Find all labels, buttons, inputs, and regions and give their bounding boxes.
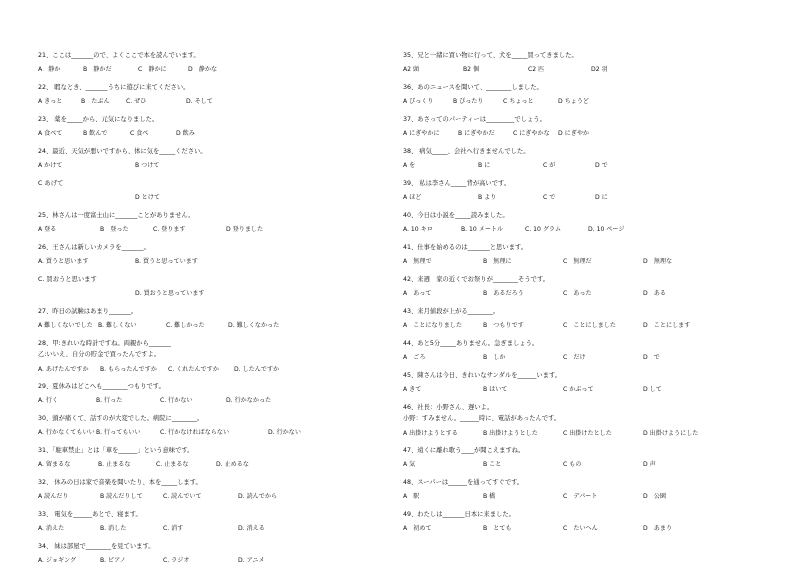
question-item (38, 338, 383, 381)
question-stem: 47、遠くに離れ歌う____が聞こえますね。 (403, 447, 525, 454)
answer-option: D. 10 ページ (588, 226, 625, 233)
question-stem: 45、陳さんは今日、きれいなサンダルを______います。 (403, 372, 562, 379)
answer-option: B あるだろう (483, 290, 524, 297)
answer-option: D で (595, 162, 608, 169)
right-column (403, 50, 748, 541)
answer-option: A. 行かなくてもいい (38, 429, 95, 436)
answer-option: D. 買おうと思っています (135, 290, 205, 297)
answer-option: A あって (403, 290, 432, 297)
left-column (38, 50, 383, 573)
options-row (38, 192, 383, 203)
answer-option: B 読んだりして (100, 493, 143, 500)
answer-option: D 登りました (226, 226, 264, 233)
answer-option: D あまり (643, 525, 673, 532)
answer-option: B に (478, 162, 491, 169)
answer-option: D. 読んでから (238, 493, 278, 500)
answer-option: A にぎやかに (403, 130, 440, 137)
answer-option: B つけて (135, 162, 160, 169)
question-stem: 49、わたしは_______日本に来ました。 (403, 511, 515, 518)
question-stem: 25、林さんは一度富士山に_______ことがありません。 (38, 212, 195, 219)
question-stem: 43、来月値段が上がる________。 (403, 308, 500, 315)
question-stem: C. 買おうと思います (38, 276, 97, 283)
answer-option: A 駅 (403, 493, 420, 500)
answer-option: B. もらったんですか (100, 366, 157, 373)
options-row (403, 256, 748, 267)
question-stem: 23、 薬を_____から、元気になりました。 (38, 116, 159, 123)
answer-option: A ほど (403, 194, 422, 201)
answer-option: A 初めて (403, 525, 432, 532)
answer-option: B より (478, 194, 497, 201)
answer-option: C. 10 グラム (525, 226, 562, 233)
question-item (403, 210, 748, 242)
question-stem: 41、仕事を始めるのは_______と思います。 (403, 244, 528, 251)
answer-option: B こと (483, 461, 502, 468)
options-row (38, 96, 383, 107)
options-row (38, 459, 383, 470)
answer-option: C. 難しかった (166, 322, 205, 329)
question-item (38, 274, 383, 306)
answer-option: A ごろ (403, 354, 426, 361)
answer-option: A を (403, 162, 416, 169)
answer-option: A 難しくないでした (38, 322, 93, 329)
question-item (403, 178, 748, 210)
answer-option: A. 行く (38, 397, 59, 404)
answer-option: A 出掛けようとする (403, 430, 458, 437)
answer-option: B ぴったり (453, 98, 484, 105)
answer-option: D で (643, 354, 660, 361)
answer-option: A. 留まるな (38, 461, 71, 468)
options-row (403, 352, 748, 363)
answer-option: C だけ (563, 354, 586, 361)
answer-option: A きて (403, 386, 422, 393)
answer-option: C あった (563, 290, 592, 297)
answer-option: C もの (563, 461, 582, 468)
answer-option: A ことになりました (403, 322, 463, 329)
options-row (403, 428, 748, 439)
question-item (403, 509, 748, 541)
question-stem: 46、社長：小野さん、遅いよ。 (403, 404, 494, 411)
answer-option: D 静かな (188, 66, 218, 73)
answer-option: C. 止まるな (156, 461, 189, 468)
question-stem-line2: 乙:いいえ、自分の貯金で買ったんですよ。 (38, 351, 161, 358)
answer-option: B にぎやかだ (458, 130, 495, 137)
question-item (403, 445, 748, 477)
question-stem: 35、兄と一緒に買い物に行って、犬を_____買ってきました。 (403, 52, 578, 59)
answer-option: D. 難しくなかった (228, 322, 280, 329)
answer-option: C 静かに (138, 66, 167, 73)
options-row (38, 491, 383, 502)
question-item (403, 82, 748, 114)
question-item (403, 306, 748, 338)
options-row (38, 320, 383, 331)
answer-option: D. 消える (238, 525, 265, 532)
options-row (403, 320, 748, 331)
question-item (38, 477, 383, 509)
options-row (38, 160, 383, 171)
answer-option: C. 消す (163, 525, 184, 532)
answer-option: C デパート (563, 493, 598, 500)
answer-option: D. 行かない (268, 429, 301, 436)
question-stem: 27、昨日の試験はあまり_______。 (38, 308, 138, 315)
question-stem: C あげて (38, 180, 64, 187)
question-item (403, 402, 748, 445)
answer-option: B 飲んで (83, 130, 108, 137)
options-row (403, 64, 748, 75)
question-stem: 34、 妹は部屋で________を見ています。 (38, 543, 155, 550)
answer-option: B2 個 (463, 66, 480, 73)
answer-option: C. 行かなければならない (160, 429, 230, 436)
question-item (38, 178, 383, 210)
question-item (38, 50, 383, 82)
answer-option: C 食べ (130, 130, 149, 137)
question-item (403, 477, 748, 509)
question-stem: 40、今日は小説を_____読みました。 (403, 212, 509, 219)
question-item (38, 82, 383, 114)
options-row (403, 491, 748, 502)
question-stem: 37、あさってのパーティーは_________でしょう。 (403, 116, 546, 123)
options-row (403, 459, 748, 470)
answer-option: A 食べて (38, 130, 63, 137)
answer-option: B しか (483, 354, 506, 361)
question-stem: 22、 暇なとき、_______うちに遊びに来てください。 (38, 84, 190, 91)
question-stem: 42、来週 家の近くでお祭りが________そうです。 (403, 276, 550, 283)
question-stem: 29、夏休みはどこへも________つもりです。 (38, 383, 165, 390)
question-item (38, 381, 383, 413)
options-row (403, 160, 748, 171)
answer-option: D2 羽 (591, 66, 608, 73)
answer-option: A. あげたんですか (38, 366, 89, 373)
answer-option: C. 行かない (160, 397, 193, 404)
answer-option: B とても (483, 525, 512, 532)
question-stem: 24、最近、天気が悪いですから、体に気を_____ください。 (38, 148, 207, 155)
question-item (38, 210, 383, 242)
question-item (403, 338, 748, 370)
answer-option: B. 難しくない (98, 322, 137, 329)
question-item (403, 274, 748, 306)
answer-option: B つもりです (483, 322, 524, 329)
answer-option: B. 行った (96, 397, 123, 404)
options-row (403, 192, 748, 203)
answer-option: C. くれたんですか (168, 366, 219, 373)
question-stem: 48、スーパーは______を通ってすぐです。 (403, 479, 524, 486)
options-row (38, 395, 383, 406)
options-row (403, 523, 748, 534)
question-item (38, 509, 383, 541)
answer-option: A きっと (38, 98, 63, 105)
answer-option: B. 買うと思っています (135, 258, 198, 265)
answer-option: D に (595, 194, 608, 201)
answer-option: D 公園 (643, 493, 666, 500)
answer-option: B 出掛けようとした (483, 430, 538, 437)
options-row (38, 288, 383, 299)
options-row (38, 427, 383, 438)
options-row (38, 224, 383, 235)
question-item (403, 146, 748, 178)
answer-option: A. ジョギング (38, 557, 77, 564)
answer-option: C にぎやかな (513, 130, 550, 137)
options-row (403, 96, 748, 107)
question-item (38, 306, 383, 338)
answer-option: D 無理な (643, 258, 673, 265)
question-stem: 31、「駐車禁止」とは「車を______」という意味です。 (38, 447, 194, 454)
question-stem: 28、甲:きれいな時計ですね。両親から_______ (38, 340, 171, 347)
answer-option: D ちょうど (558, 98, 590, 105)
question-stem: 30、頭が痛くて、話すのが大変でした。病院に________。 (38, 415, 204, 422)
answer-option: B. 止まるな (98, 461, 131, 468)
answer-option: D. そして (186, 98, 213, 105)
options-row (38, 523, 383, 534)
question-stem: 21、ここは_______ので、よくここで本を読んでいます。 (38, 52, 200, 59)
answer-option: D ことにします (643, 322, 691, 329)
answer-option: B. 消した (100, 525, 127, 532)
answer-option: A. 消えた (38, 525, 65, 532)
answer-option: A かけて (38, 162, 63, 169)
answer-option: C たいへん (563, 525, 598, 532)
answer-option: A 無理で (403, 258, 432, 265)
answer-option: B はいて (483, 386, 508, 393)
question-stem: 38、 病気_____、会社へ行きませんでした。 (403, 148, 530, 155)
answer-option: C. ラジオ (163, 557, 190, 564)
question-stem: 33、 電気を______あとで、寝ます。 (38, 511, 142, 518)
question-item (38, 114, 383, 146)
answer-option: C. 登ります (153, 226, 186, 233)
answer-option: A 読んだり (38, 493, 69, 500)
answer-option: A 気 (403, 461, 416, 468)
answer-option: A. 買うと思います (38, 258, 89, 265)
answer-option: B 静かだ (83, 66, 112, 73)
question-item (403, 50, 748, 82)
answer-option: D 出掛けようにした (643, 430, 699, 437)
question-item (38, 445, 383, 477)
answer-option: B 無理に (483, 258, 512, 265)
answer-option: B. 10 メートル (461, 226, 504, 233)
answer-option: D 飲み (176, 130, 195, 137)
answer-option: B. 行ってもいい (96, 429, 141, 436)
question-stem-line2: 小野：すみません。______時に、電話があったんです。 (403, 415, 561, 422)
answer-option: C かぶって (563, 386, 594, 393)
answer-option: C ちょっと (503, 98, 534, 105)
answer-option: A 静か (38, 66, 61, 73)
answer-option: D 声 (643, 461, 656, 468)
question-item (38, 146, 383, 178)
question-stem: 36、あのニュースを聞いて、________しました。 (403, 84, 543, 91)
answer-option: B たぶん (81, 98, 110, 105)
answer-option: C で (543, 194, 556, 201)
question-stem: 39、 私は李さん_____背が高いです。 (403, 180, 511, 187)
answer-option: D. アニメ (238, 557, 265, 564)
answer-option: D. 止めるな (216, 461, 249, 468)
answer-option: A. 10 キロ (403, 226, 433, 233)
options-row (38, 256, 383, 267)
question-item (38, 242, 383, 274)
answer-option: A びっくり (403, 98, 434, 105)
answer-option: B 登った (100, 226, 129, 233)
answer-option: D. 行かなかった (226, 397, 272, 404)
answer-option: C. ぜひ (126, 98, 147, 105)
options-row (38, 128, 383, 139)
answer-option: C 無理だ (563, 258, 592, 265)
question-item (38, 541, 383, 573)
options-row (403, 384, 748, 395)
options-row (403, 128, 748, 139)
options-row (38, 364, 383, 375)
answer-option: C 出掛けたとした (563, 430, 612, 437)
question-item (38, 413, 383, 445)
question-item (403, 242, 748, 274)
answer-option: B. ピアノ (100, 557, 126, 564)
question-stem: 32、 休みの日は家で音楽を聞いたり、本を_____します。 (38, 479, 202, 486)
answer-option: A2 頭 (403, 66, 420, 73)
question-stem: 44、あと5分_____ありません。急ぎましょう。 (403, 340, 539, 347)
question-stem: 26、王さんは新しいカメラを_______。 (38, 244, 150, 251)
answer-option: D. したんですか (234, 366, 280, 373)
answer-option: C. 読んでいて (163, 493, 202, 500)
answer-option: A 登る (38, 226, 57, 233)
question-item (403, 370, 748, 402)
answer-option: B 橋 (483, 493, 496, 500)
options-row (403, 224, 748, 235)
answer-option: D にぎやか (558, 130, 590, 137)
options-row (38, 64, 383, 75)
question-item (403, 114, 748, 146)
answer-option: D して (643, 386, 662, 393)
options-row (403, 288, 748, 299)
answer-option: C2 匹 (528, 66, 545, 73)
answer-option: C が (543, 162, 556, 169)
answer-option: D ある (643, 290, 666, 297)
answer-option: C ことにしました (563, 322, 617, 329)
answer-option: D とけて (135, 194, 160, 201)
